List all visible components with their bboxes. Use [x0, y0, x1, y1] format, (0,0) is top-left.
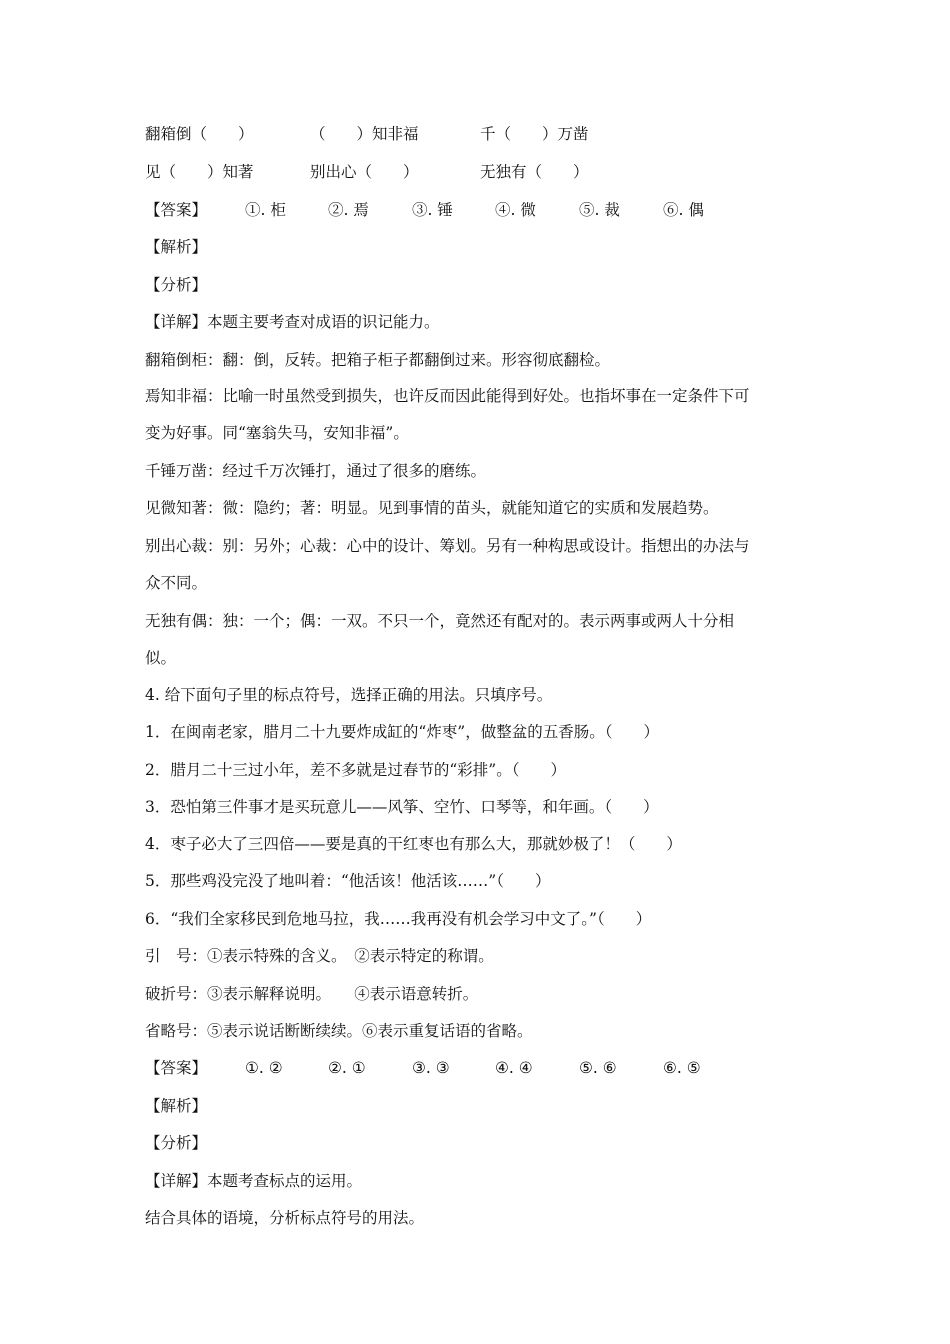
answer-item: ④. 微	[495, 201, 536, 219]
punctuation-option: 省略号：⑤表示说话断断续续。⑥表示重复话语的省略。	[145, 1022, 533, 1040]
conclusion-line: 结合具体的语境，分析标点符号的用法。	[145, 1209, 425, 1227]
explanation-line: 无独有偶：独：一个；偶：一双。不只一个，竟然还有配对的。表示两事或两人十分相	[145, 612, 735, 630]
explanation-line: 变为好事。同“塞翁失马，安知非福”。	[145, 424, 409, 442]
sentence: 6．“我们全家移民到危地马拉，我……我再没有机会学习中文了。”（ ）	[145, 910, 652, 928]
sentence: 4．枣子必大了三四倍——要是真的干红枣也有那么大，那就妙极了！（ ）	[145, 835, 682, 853]
jiexi-heading: 【解析】	[145, 238, 208, 256]
explanation-line: 千锤万凿：经过千万次锤打，通过了很多的磨练。	[145, 462, 487, 480]
sentence: 1．在闽南老家，腊月二十九要炸成缸的“炸枣”，做整盆的五香肠。（ ）	[145, 723, 659, 741]
punctuation-option: 引 号：①表示特殊的含义。 ②表示特定的称谓。	[145, 947, 494, 965]
answer-item: ③. ③	[412, 1059, 450, 1077]
sentence: 2．腊月二十三过小年，差不多就是过春节的“彩排”。（ ）	[145, 761, 566, 779]
answer-label: 【答案】	[145, 1059, 208, 1077]
punctuation-option: 破折号：③表示解释说明。 ④表示语意转折。	[145, 985, 479, 1003]
answer-item: ⑤. ⑥	[579, 1059, 617, 1077]
answer-item: ②. 焉	[328, 201, 369, 219]
explanation-line: 众不同。	[145, 574, 208, 592]
explanation-line: 见微知著：微：隐约；著：明显。见到事情的苗头，就能知道它的实质和发展趋势。	[145, 499, 719, 517]
sentence: 3．恐怕第三件事才是买玩意儿——风筝、空竹、口琴等，和年画。（ ）	[145, 798, 659, 816]
answer-item: ⑥. 偶	[663, 201, 704, 219]
answer-item: ②. ①	[328, 1059, 366, 1077]
explanation-line: 翻箱倒柜：翻：倒，反转。把箱子柜子都翻倒过来。形容彻底翻检。	[145, 351, 611, 369]
answer-item: ⑤. 裁	[579, 201, 620, 219]
detail-heading: 【详解】本题考查标点的运用。	[145, 1172, 363, 1190]
fenxi-heading: 【分析】	[145, 276, 208, 294]
detail-heading: 【详解】本题主要考查对成语的识记能力。	[145, 313, 440, 331]
answer-label: 【答案】	[145, 201, 208, 219]
idiom-blank: 别出心（ ）	[310, 163, 419, 181]
idiom-blank: （ ）知非福	[310, 125, 419, 143]
answer-item: ④. ④	[495, 1059, 533, 1077]
jiexi-heading: 【解析】	[145, 1097, 208, 1115]
idiom-blank: 见（ ）知著	[145, 163, 254, 181]
explanation-line: 焉知非福：比喻一时虽然受到损失，也许反而因此能得到好处。也指坏事在一定条件下可	[145, 387, 750, 405]
answer-item: ①. ②	[245, 1059, 283, 1077]
answer-item: ①. 柜	[245, 201, 286, 219]
sentence: 5．那些鸡没完没了地叫着：“他活该！他活该……”（ ）	[145, 872, 551, 890]
answer-item: ③. 锤	[412, 201, 453, 219]
fenxi-heading: 【分析】	[145, 1134, 208, 1152]
answer-item: ⑥. ⑤	[663, 1059, 701, 1077]
idiom-blank: 千（ ）万凿	[480, 125, 589, 143]
explanation-line: 别出心裁：别：另外；心裁：心中的设计、筹划。另有一种构思或设计。指想出的办法与	[145, 537, 750, 555]
idiom-blank: 翻箱倒（ ）	[145, 125, 254, 143]
question-4: 4. 给下面句子里的标点符号，选择正确的用法。只填序号。	[145, 686, 553, 704]
idiom-blank: 无独有（ ）	[480, 163, 589, 181]
explanation-line: 似。	[145, 649, 177, 667]
